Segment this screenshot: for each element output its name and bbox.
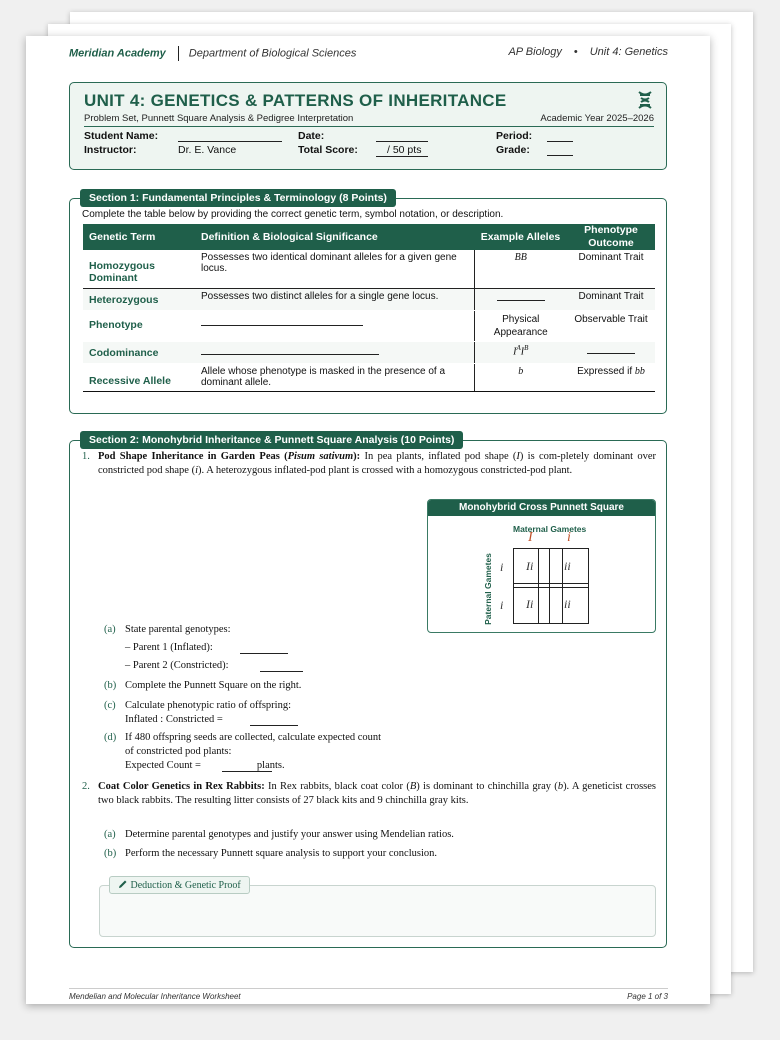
section-1-tab: Section 1: Fundamental Principles & Terminology (8 Points) [80, 189, 396, 207]
definition-cell [195, 341, 474, 363]
count-answer[interactable] [222, 771, 272, 772]
question-1: 1. Pod Shape Inheritance in Garden Peas (Pisum sativum): In pea plants, inflated pod shape (I) is com-pletely dominant over constricted pod shape (i). A heterozygous inflated-pod plant is crossed with a homozygous constricted-pod plant. [82, 451, 657, 476]
academic-year: Academic Year 2025–2026 [540, 113, 654, 124]
table-row [83, 341, 655, 363]
grade-field[interactable] [547, 155, 573, 156]
school-name: Meridian Academy [69, 47, 166, 60]
definition-cell: Possesses two distinct alleles for a single gene locus. [195, 288, 474, 310]
example-blank[interactable] [497, 291, 545, 301]
punnett-title: Monohybrid Cross Punnett Square [428, 500, 655, 516]
definition-cell: Possesses two identical dominant alleles for a given gene locus. [195, 250, 474, 288]
maternal-gametes-label: Maternal Gametes [513, 524, 587, 534]
worksheet-subtitle: Problem Set, Punnett Square Analysis & Pedigree Interpretation [84, 113, 354, 124]
header-divider [178, 46, 179, 61]
dna-icon [637, 91, 653, 114]
score-label: Total Score: [298, 144, 358, 156]
page-footer [69, 992, 668, 1001]
running-header [69, 46, 668, 62]
header-example-alleles: Example Alleles [474, 224, 567, 250]
term-cell: Homozygous Dominant [83, 250, 195, 288]
instructor-value: Dr. E. Vance [178, 144, 237, 156]
paternal-gamete: i [500, 560, 504, 574]
punnett-grid [513, 548, 589, 624]
section-1-intro: Complete the table below by providing the correct genetic term, symbol notation, or description. [82, 209, 504, 220]
paternal-gamete: i [500, 598, 504, 612]
score-field[interactable] [376, 156, 428, 157]
parent-1-line: – Parent 1 (Inflated): [125, 642, 213, 653]
punnett-cell[interactable]: Ii [526, 559, 534, 573]
outcome-cell: Observable Trait [567, 310, 655, 341]
terminology-table [83, 224, 655, 392]
outcome-cell [567, 341, 655, 363]
part-1d: (d) If 480 offspring seeds are collected, calculate expected count of constricted pod plants: Expected Count = plants. [104, 732, 382, 771]
punnett-cell[interactable]: Ii [526, 597, 534, 611]
student-name-field[interactable] [178, 141, 282, 142]
title-rule [84, 126, 654, 127]
term-cell: Heterozygous [83, 288, 195, 310]
example-cell: b [474, 363, 567, 391]
pencil-icon [118, 880, 128, 891]
ratio-answer[interactable] [250, 725, 298, 726]
example-cell [474, 288, 567, 310]
bullet-separator: • [573, 46, 578, 58]
outcome-blank[interactable] [587, 344, 635, 354]
proof-answer-box[interactable] [99, 880, 656, 937]
part-2a: (a) Determine parental genotypes and justify your answer using Mendelian ratios. [104, 829, 454, 840]
unit-name: Unit 4: Genetics [589, 46, 668, 58]
student-name-label: Student Name: [84, 130, 159, 142]
grade-label: Grade: [496, 144, 530, 156]
header-definition: Definition & Biological Significance [195, 224, 474, 250]
date-field[interactable] [376, 141, 428, 142]
punnett-cell[interactable]: ii [564, 597, 571, 611]
part-2b: (b) Perform the necessary Punnett square analysis to support your conclusion. [104, 848, 438, 859]
definition-blank[interactable] [201, 313, 363, 326]
example-cell: $I^AI^B$ [474, 341, 567, 363]
maternal-gamete: I [528, 530, 533, 545]
definition-cell [195, 310, 474, 341]
page-number: Page 1 of 3 [627, 992, 668, 1001]
worksheet-page [26, 36, 710, 1004]
period-field[interactable] [547, 141, 573, 142]
period-label: Period: [496, 130, 533, 142]
parent-1-answer[interactable] [240, 653, 288, 654]
outcome-cell: Dominant Trait [567, 250, 655, 288]
table-row [83, 363, 655, 391]
section-2 [69, 434, 667, 948]
maternal-gamete: i [567, 530, 571, 545]
term-cell: Phenotype [83, 310, 195, 341]
section-1 [69, 192, 667, 414]
proof-tab [109, 876, 250, 894]
term-cell: Recessive Allele [83, 363, 195, 391]
instructor-label: Instructor: [84, 144, 137, 156]
footer-title: Mendelian and Molecular Inheritance Worksheet [69, 992, 241, 1001]
table-row [83, 250, 655, 288]
section-2-tab: Section 2: Monohybrid Inheritance & Punnett Square Analysis (10 Points) [80, 431, 463, 449]
example-cell: BB [474, 250, 567, 288]
example-cell: Physical Appearance [474, 310, 567, 341]
punnett-cell[interactable]: ii [564, 559, 571, 573]
proof-label: Deduction & Genetic Proof [130, 880, 241, 891]
department-name: Department of Biological Sciences [188, 47, 357, 60]
part-1c: (c) Calculate phenotypic ratio of offspring: Inflated : Constricted = [104, 700, 292, 725]
part-1a: (a) State parental genotypes: [104, 624, 231, 635]
table-row [83, 288, 655, 310]
worksheet-title: UNIT 4: GENETICS & PATTERNS OF INHERITANCE [84, 91, 507, 110]
term-cell: Codominance [83, 341, 195, 363]
score-value: / 50 pts [387, 144, 422, 156]
definition-blank[interactable] [201, 344, 379, 355]
outcome-cell: Dominant Trait [567, 288, 655, 310]
part-1b: (b) Complete the Punnett Square on the right. [104, 680, 302, 691]
course-name: AP Biology [508, 46, 562, 58]
date-label: Date: [298, 130, 325, 142]
parent-2-line: – Parent 2 (Constricted): [125, 660, 229, 671]
parent-2-answer[interactable] [260, 671, 303, 672]
question-2: 2. Coat Color Genetics in Rex Rabbits: In Rex rabbits, black coat color (B) is dominant to chinchilla gray (b). A geneticist crosses two black rabbits. The resulting litter consists of 27 black kits and 9 chinchilla gray kits. [82, 781, 657, 806]
definition-cell: Allele whose phenotype is masked in the presence of a dominant allele. [195, 363, 474, 391]
header-genetic-term: Genetic Term [83, 224, 195, 250]
outcome-cell: Expressed if bb [567, 363, 655, 391]
punnett-square-box [427, 499, 656, 633]
paternal-gametes-label: Paternal Gametes [482, 553, 493, 625]
header-phenotype-outcome: Phenotype Outcome [567, 224, 655, 250]
title-box [69, 82, 667, 170]
table-row [83, 310, 655, 341]
